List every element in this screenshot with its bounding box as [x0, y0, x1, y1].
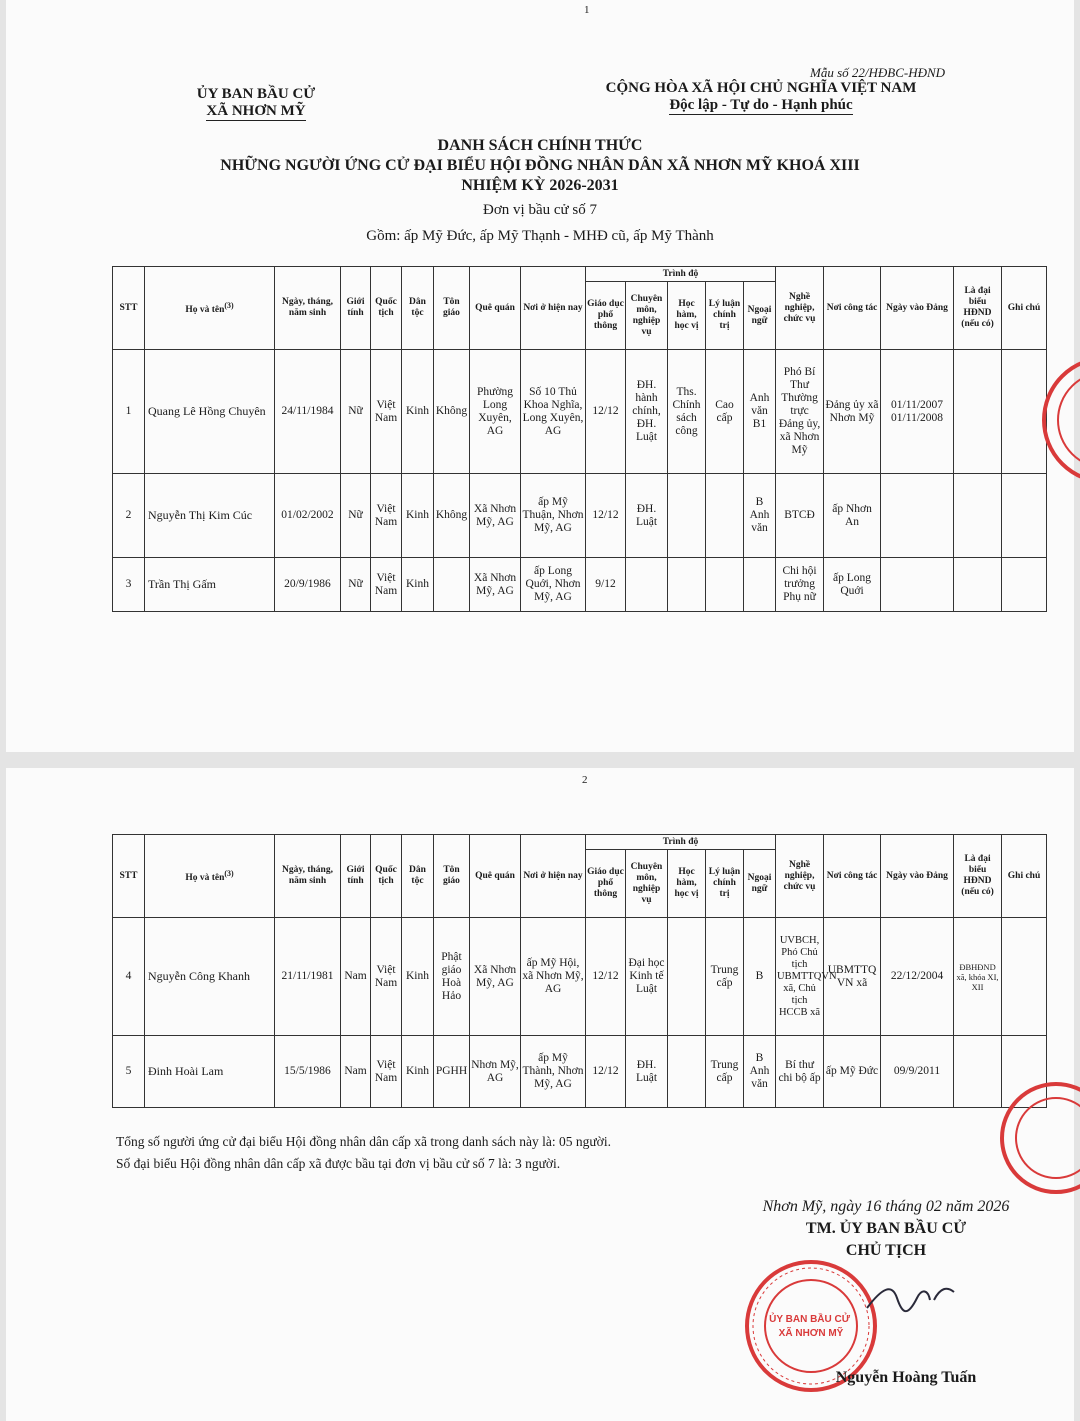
header-dob: Ngày, tháng, năm sinh — [275, 835, 341, 918]
header-ethnicity: Dân tộc — [402, 835, 434, 918]
cell-occupation: UVBCH, Phó Chủ tịch UBMTTQVN xã, Chủ tịch HCCB xã — [776, 918, 824, 1036]
summary-total: Tổng số người ứng cử đại biểu Hội đồng nhân dân cấp xã trong danh sách này là: 05 người. — [116, 1134, 611, 1149]
cell-religion: Không — [434, 474, 470, 558]
cell-occupation: Bí thư chi bộ ấp — [776, 1036, 824, 1108]
motto: Độc lập - Tự do - Hạnh phúc — [669, 97, 853, 113]
cell-name: Nguyễn Thị Kim Cúc — [145, 474, 275, 558]
cell-ethnicity: Kinh — [402, 474, 434, 558]
title-line-1: DANH SÁCH CHÍNH THỨC — [437, 137, 643, 154]
title-line-3: NHIỆM KỲ 2026-2031 — [461, 177, 619, 194]
cell-gender: Nữ — [341, 350, 371, 474]
header-party-date: Ngày vào Đảng — [881, 835, 954, 918]
signer-position: CHỦ TỊCH — [845, 1242, 927, 1259]
cell-ethnicity: Kinh — [402, 1036, 434, 1108]
cell-note — [1002, 558, 1047, 612]
document-page-2 — [6, 768, 1074, 1421]
cell-religion: Phật giáo Hoà Hảo — [434, 918, 470, 1036]
title-line-2: NHỮNG NGƯỜI ỨNG CỬ ĐẠI BIỂU HỘI ĐỒNG NHÂN DÂN XÃ NHƠN MỸ KHOÁ XIII — [220, 157, 860, 174]
cell-stt: 4 — [113, 918, 145, 1036]
cell-academic — [668, 558, 706, 612]
cell-residence: Số 10 Thủ Khoa Nghĩa, Long Xuyên, AG — [521, 350, 586, 474]
cell-language: B Anh văn — [744, 1036, 776, 1108]
place-date: Nhơn Mỹ, ngày 16 tháng 02 năm 2026 — [762, 1198, 1010, 1215]
header-political: Lý luận chính trị — [706, 850, 744, 918]
cell-professional: ĐH. Luật — [626, 474, 668, 558]
national-header — [566, 80, 956, 114]
cell-ethnicity: Kinh — [402, 918, 434, 1036]
cell-name: Nguyễn Công Khanh — [145, 918, 275, 1036]
cell-dob: 20/9/1986 — [275, 558, 341, 612]
cell-professional: Đại học Kinh tế Luật — [626, 918, 668, 1036]
cell-occupation: BTCĐ — [776, 474, 824, 558]
page-number: 1 — [584, 4, 590, 16]
cell-gender: Nữ — [341, 474, 371, 558]
cell-stt: 2 — [113, 474, 145, 558]
header-dob: Ngày, tháng, năm sinh — [275, 267, 341, 350]
header-party-date: Ngày vào Đảng — [881, 267, 954, 350]
cell-residence: ấp Mỹ Thành, Nhơn Mỹ, AG — [521, 1036, 586, 1108]
cell-party-date: 01/11/2007 01/11/2008 — [881, 350, 954, 474]
table-row — [113, 350, 1047, 474]
cell-party-date: 22/12/2004 — [881, 918, 954, 1036]
header-is-delegate: Là đại biểu HĐND (nếu có) — [954, 835, 1002, 918]
cell-hometown: Xã Nhơn Mỹ, AG — [470, 474, 521, 558]
header-name: Họ và tên$^{(3)}$ — [145, 835, 275, 918]
cell-hometown: Xã Nhơn Mỹ, AG — [470, 918, 521, 1036]
cell-general-edu: 9/12 — [586, 558, 626, 612]
cell-professional — [626, 558, 668, 612]
summary-seats: Số đại biểu Hội đồng nhân dân cấp xã được bầu tại đơn vị bầu cử số 7 là: 3 người. — [116, 1156, 561, 1171]
cell-political: Trung cấp — [706, 918, 744, 1036]
header-language: Ngoại ngữ — [744, 282, 776, 350]
cell-dob: 01/02/2002 — [275, 474, 341, 558]
cell-dob: 21/11/1981 — [275, 918, 341, 1036]
cell-stt: 1 — [113, 350, 145, 474]
handwritten-signature — [862, 1268, 972, 1328]
header-ethnicity: Dân tộc — [402, 267, 434, 350]
cell-ethnicity: Kinh — [402, 558, 434, 612]
cell-gender: Nam — [341, 1036, 371, 1108]
cell-gender: Nữ — [341, 558, 371, 612]
header-language: Ngoại ngữ — [744, 850, 776, 918]
cell-academic — [668, 1036, 706, 1108]
committee-name: ỦY BAN BẦU CỬ — [196, 86, 316, 102]
cell-general-edu: 12/12 — [586, 918, 626, 1036]
form-number: Mẫu số 22/HĐBC-HĐND — [810, 65, 946, 80]
cell-is-delegate — [954, 474, 1002, 558]
cell-academic: Ths. Chính sách công — [668, 350, 706, 474]
cell-occupation: Chi hội trưởng Phụ nữ — [776, 558, 824, 612]
header-residence: Nơi ở hiện nay — [521, 835, 586, 918]
header-residence: Nơi ở hiện nay — [521, 267, 586, 350]
cell-hometown: Phường Long Xuyên, AG — [470, 350, 521, 474]
cell-religion: Không — [434, 350, 470, 474]
cell-language — [744, 558, 776, 612]
unit-includes: Gồm: ấp Mỹ Đức, ấp Mỹ Thạnh - MHĐ cũ, ấp Mỹ Thành — [366, 228, 714, 244]
header-gender: Giới tính — [341, 267, 371, 350]
header-professional: Chuyên môn, nghiệp vụ — [626, 282, 668, 350]
cell-professional: ĐH. Luật — [626, 1036, 668, 1108]
cell-party-date — [881, 474, 954, 558]
header-nationality: Quốc tịch — [371, 835, 402, 918]
cell-is-delegate: ĐBHĐND xã, khóa XI, XII — [954, 918, 1002, 1036]
header-occupation: Nghề nghiệp, chức vụ — [776, 267, 824, 350]
electoral-unit: Đơn vị bầu cử số 7 — [483, 202, 597, 218]
header-general-edu: Giáo dục phổ thông — [586, 850, 626, 918]
cell-political — [706, 558, 744, 612]
cell-workplace: ấp Nhơn An — [824, 474, 881, 558]
cell-general-edu: 12/12 — [586, 474, 626, 558]
header-note: Ghi chú — [1002, 267, 1047, 350]
header-academic: Học hàm, học vị — [668, 282, 706, 350]
cell-language: Anh văn B1 — [744, 350, 776, 474]
header-name: Họ và tên$^{(3)}$ — [145, 267, 275, 350]
cell-professional: ĐH. hành chính, ĐH. Luật — [626, 350, 668, 474]
cell-name: Quang Lê Hồng Chuyên — [145, 350, 275, 474]
cell-academic — [668, 474, 706, 558]
cell-language: B — [744, 918, 776, 1036]
cell-hometown: Xã Nhơn Mỹ, AG — [470, 558, 521, 612]
document-title — [6, 136, 1074, 196]
signer-name: Nguyễn Hoàng Tuấn — [835, 1369, 977, 1386]
header-is-delegate: Là đại biểu HĐND (nếu có) — [954, 267, 1002, 350]
cell-general-edu: 12/12 — [586, 1036, 626, 1108]
cell-occupation: Phó Bí Thư Thường trực Đảng ủy, xã Nhơn Mỹ — [776, 350, 824, 474]
official-seal-partial — [994, 1078, 1074, 1198]
header-political: Lý luận chính trị — [706, 282, 744, 350]
cell-workplace: ấp Long Quới — [824, 558, 881, 612]
cell-stt: 5 — [113, 1036, 145, 1108]
cell-nationality: Việt Nam — [371, 558, 402, 612]
header-religion: Tôn giáo — [434, 267, 470, 350]
table-row — [113, 918, 1047, 1036]
header-hometown: Quê quán — [470, 835, 521, 918]
header-occupation: Nghề nghiệp, chức vụ — [776, 835, 824, 918]
cell-is-delegate — [954, 350, 1002, 474]
committee-header — [156, 86, 356, 120]
cell-general-edu: 12/12 — [586, 350, 626, 474]
header-professional: Chuyên môn, nghiệp vụ — [626, 850, 668, 918]
header-academic: Học hàm, học vị — [668, 850, 706, 918]
cell-political — [706, 474, 744, 558]
cell-dob: 15/5/1986 — [275, 1036, 341, 1108]
candidate-table-page-1 — [112, 266, 1047, 612]
header-workplace: Nơi công tác — [824, 267, 881, 350]
header-education-group: Trình độ — [586, 267, 776, 282]
cell-political: Trung cấp — [706, 1036, 744, 1108]
cell-language: B Anh văn — [744, 474, 776, 558]
cell-hometown: Nhơn Mỹ, AG — [470, 1036, 521, 1108]
header-workplace: Nơi công tác — [824, 835, 881, 918]
header-note: Ghi chú — [1002, 835, 1047, 918]
cell-ethnicity: Kinh — [402, 350, 434, 474]
cell-workplace: Đảng ủy xã Nhơn Mỹ — [824, 350, 881, 474]
cell-is-delegate — [954, 558, 1002, 612]
header-general-edu: Giáo dục phổ thông — [586, 282, 626, 350]
table-row — [113, 558, 1047, 612]
cell-religion — [434, 558, 470, 612]
header-stt: STT — [113, 267, 145, 350]
official-seal-partial — [1036, 350, 1074, 500]
cell-party-date — [881, 558, 954, 612]
cell-workplace: ấp Mỹ Đức — [824, 1036, 881, 1108]
cell-religion: PGHH — [434, 1036, 470, 1108]
commune-name: XÃ NHƠN MỸ — [206, 103, 306, 119]
republic-name: CỘNG HÒA XÃ HỘI CHỦ NGHĨA VIỆT NAM — [605, 80, 917, 96]
header-religion: Tôn giáo — [434, 835, 470, 918]
candidate-table-page-2 — [112, 834, 1047, 1108]
cell-stt: 3 — [113, 558, 145, 612]
cell-residence: ấp Mỹ Thuận, Nhơn Mỹ, AG — [521, 474, 586, 558]
header-nationality: Quốc tịch — [371, 267, 402, 350]
cell-name: Đinh Hoài Lam — [145, 1036, 275, 1108]
cell-nationality: Việt Nam — [371, 474, 402, 558]
document-page-1 — [6, 0, 1074, 752]
cell-nationality: Việt Nam — [371, 350, 402, 474]
cell-residence: ấp Long Quới, Nhơn Mỹ, AG — [521, 558, 586, 612]
cell-academic — [668, 918, 706, 1036]
page-number: 2 — [582, 774, 588, 786]
table-row — [113, 474, 1047, 558]
header-hometown: Quê quán — [470, 267, 521, 350]
table-row — [113, 1036, 1047, 1108]
header-education-group: Trình độ — [586, 835, 776, 850]
cell-dob: 24/11/1984 — [275, 350, 341, 474]
cell-political: Cao cấp — [706, 350, 744, 474]
cell-party-date: 09/9/2011 — [881, 1036, 954, 1108]
cell-gender: Nam — [341, 918, 371, 1036]
cell-residence: ấp Mỹ Hội, xã Nhơn Mỹ, AG — [521, 918, 586, 1036]
header-gender: Giới tính — [341, 835, 371, 918]
cell-workplace: UBMTTQ VN xã — [824, 918, 881, 1036]
on-behalf: TM. ỦY BAN BẦU CỬ — [805, 1220, 967, 1237]
seal-label: ỦY BAN BẦU CỬ XÃ NHƠN MỸ — [769, 1314, 851, 1339]
cell-name: Trần Thị Gấm — [145, 558, 275, 612]
cell-nationality: Việt Nam — [371, 918, 402, 1036]
cell-note — [1002, 918, 1047, 1036]
header-stt: STT — [113, 835, 145, 918]
cell-nationality: Việt Nam — [371, 1036, 402, 1108]
